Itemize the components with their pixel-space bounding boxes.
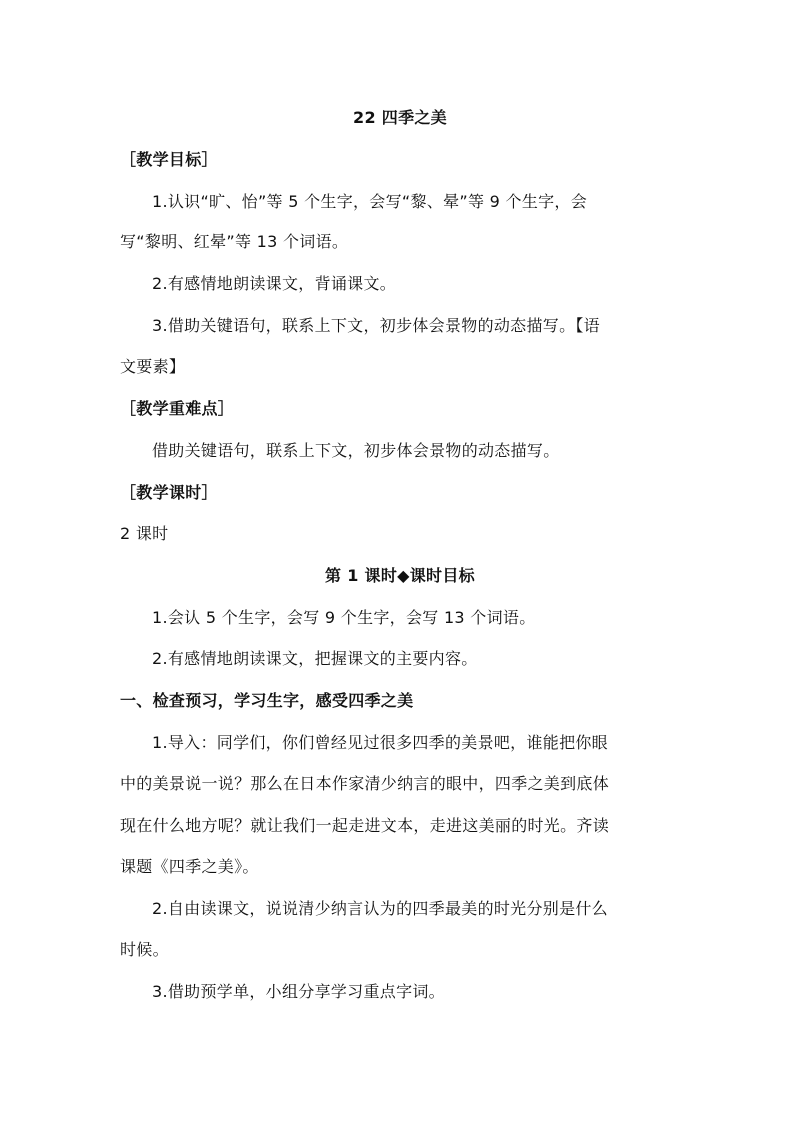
section-heading-goals: ［教学目标］ (120, 150, 218, 169)
section-heading-key-points: ［教学重难点］ (120, 399, 235, 418)
goal-1-line-2: 写“黎明、红晕”等 13 个词语。 (120, 232, 349, 251)
step-2-line-2: 时候。 (120, 940, 169, 959)
document-title: 22 四季之美 (353, 108, 447, 127)
goal-2: 2.有感情地朗读课文，背诵课文。 (152, 274, 397, 293)
goal-3-line-2: 文要素】 (120, 357, 186, 376)
goal-3-line-1: 3.借助关键语句，联系上下文，初步体会景物的动态描写。【语 (152, 316, 600, 335)
step-2-line-1: 2.自由读课文，说说清少纳言认为的四季最美的时光分别是什么 (152, 899, 608, 918)
lesson-1-goal-1: 1.会认 5 个生字，会写 9 个生字，会写 13 个词语。 (152, 608, 536, 627)
step-1-line-3: 现在什么地方呢？就让我们一起走进文本，走进这美丽的时光。齐读 (120, 816, 610, 835)
section-heading-hours: ［教学课时］ (120, 483, 218, 502)
part-1-heading: 一、检查预习，学习生字，感受四季之美 (120, 691, 414, 710)
lesson-1-heading: 第 1 课时◆课时目标 (325, 566, 475, 585)
step-1-line-2: 中的美景说一说？那么在日本作家清少纳言的眼中，四季之美到底体 (120, 774, 610, 793)
step-3: 3.借助预学单，小组分享学习重点字词。 (152, 982, 445, 1001)
hours-text: 2 课时 (120, 524, 169, 543)
goal-1-line-1: 1.认识“旷、怡”等 5 个生字，会写“黎、晕”等 9 个生字，会 (152, 192, 588, 211)
step-1-line-1: 1.导入：同学们，你们曾经见过很多四季的美景吧，谁能把你眼 (152, 733, 608, 752)
lesson-1-goal-2: 2.有感情地朗读课文，把握课文的主要内容。 (152, 649, 478, 668)
step-1-line-4: 课题《四季之美》。 (120, 857, 259, 876)
key-points-text: 借助关键语句，联系上下文，初步体会景物的动态描写。 (152, 441, 560, 460)
